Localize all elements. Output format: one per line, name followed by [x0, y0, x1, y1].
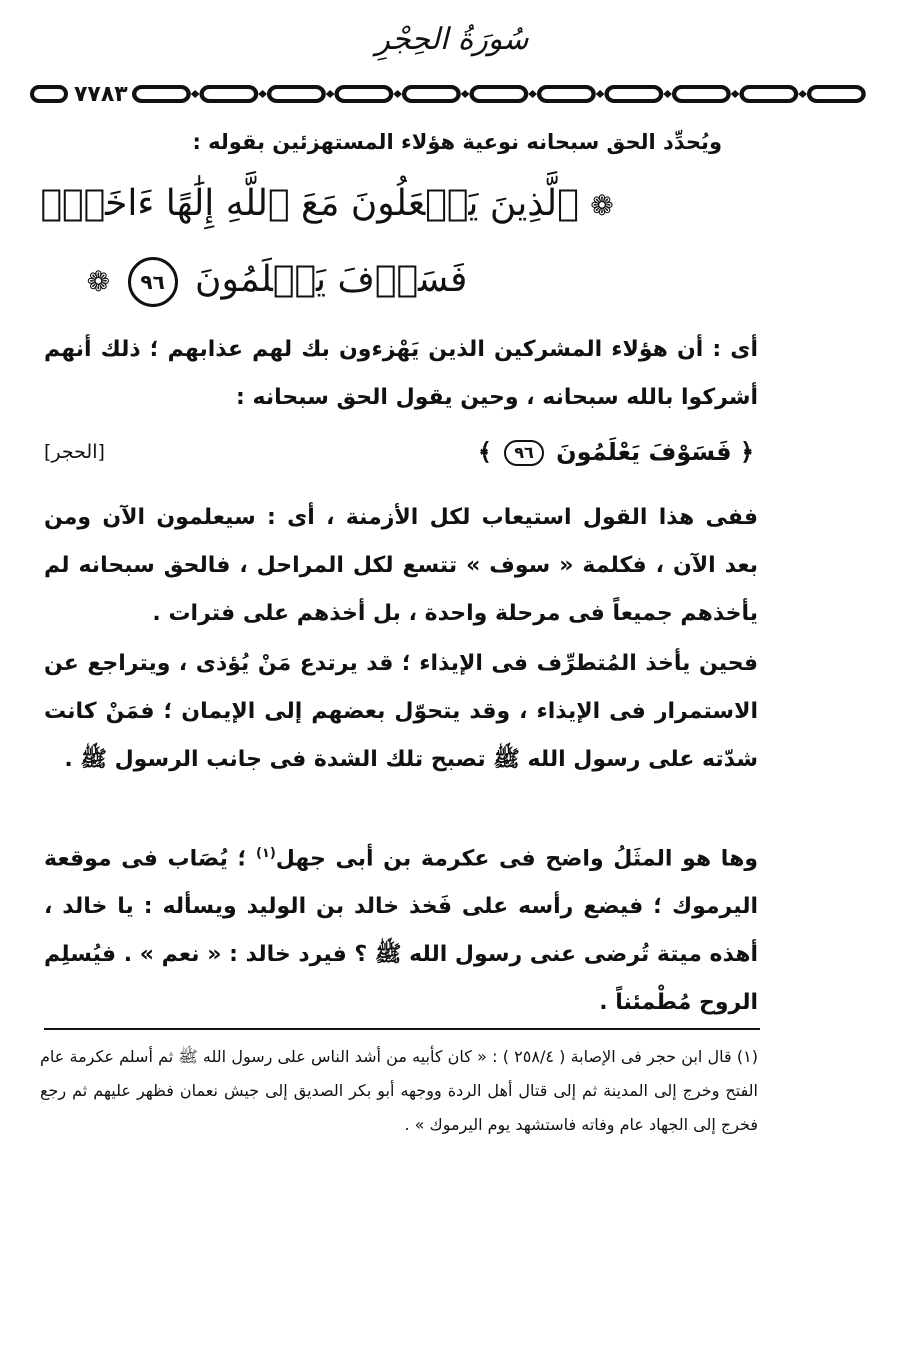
- footnote-divider: [44, 1028, 760, 1030]
- surah-title: سُورَةُ الحِجْرِ: [375, 22, 529, 57]
- quran-verse-line-1: [0, 176, 904, 234]
- quote-open-bracket: ﴿: [739, 438, 754, 466]
- paragraph-4: [44, 830, 758, 1027]
- header-ornament-band: [30, 80, 872, 108]
- ornament-cap-icon: [30, 80, 70, 108]
- quote-text: فَسَوْفَ يَعْلَمُونَ: [556, 438, 732, 466]
- verse-text-2: فَسَوۡفَ يَعۡلَمُونَ: [195, 259, 468, 300]
- paragraph-3: فحين يأخذ المُتطرِّف فى الإيذاء ؛ قد يرتدع مَنْ يُؤذى ، ويتراجع عن الاستمرار فى الإيذاء ، وقد يتحوّل بعضهم إلى الإيمان ؛ فمَنْ كانت شدّته على رسول الله ﷺ تصبح تلك الشدة فى جانب الرسول ﷺ .: [44, 651, 758, 772]
- paragraph-4-start: وها هو المثَلُ واضح فى عكرمة بن أبى جهل: [275, 846, 758, 872]
- quote-close-bracket: ﴾: [477, 438, 492, 466]
- quote-ayah-number: ٩٦: [504, 440, 544, 466]
- footnote-text: (١) قال ابن حجر فى الإصابة ( ٢٥٨/٤ ) : « كان كأبيه من أشد الناس على رسول الله ﷺ ثم أسلم عكرمة عام الفتح وخرج إلى المدينة ثم إلى قتال أهل الردة ووجهه أبو بكر الصديق إلى جيش نعمان فظهر عليهم ثم رجع فخرج إلى الجهاد عام وفاته فاستشهد يوم اليرموك » .: [40, 1047, 758, 1134]
- chain-ornament-icon: [132, 80, 872, 108]
- paragraph-4-end: ؛ يُصَاب فى موقعة اليرموك ؛ فيضع رأسه على فَخذ خالد بن الوليد ويسأله : يا خالد ، أهذه ميتة تُرضى عنى رسول الله ﷺ ؟ فيرد خالد : « نعم » . فيُسلِم الروح مُطْمئناً .: [44, 846, 758, 1016]
- quoted-verse-line: [44, 430, 754, 474]
- paragraph-2: ففى هذا القول استيعاب لكل الأزمنة ، أى : سيعلمون الآن ومن بعد الآن ، فكلمة « سوف » تتسع لكل المراحل ، فالحق سبحانه لم يأخذهم جميعاً فى مرحلة واحدة ، بل أخذهم على فترات .: [44, 505, 758, 626]
- verse-open-ornament-icon: ❁: [590, 189, 614, 222]
- verse-text-1: ٱلَّذِينَ يَجۡعَلُونَ مَعَ ٱللَّهِ إِلَٰهًا ءَاخَرَۚ: [40, 183, 579, 224]
- intro-line: ويُحدِّد الحق سبحانه نوعية هؤلاء المستهزئين بقوله :: [192, 130, 722, 154]
- paragraph-1: أى : أن هؤلاء المشركين الذين يَهْزءون بك لهم عذابهم ؛ ذلك أنهم أشركوا بالله سبحانه ، وحين يقول الحق سبحانه :: [44, 337, 758, 410]
- quran-verse-line-2: [0, 252, 904, 310]
- page-number: ٧٧٨٣: [74, 81, 128, 107]
- footnote-reference[interactable]: (١): [255, 846, 276, 861]
- quoted-verse: [478, 438, 754, 466]
- ayah-number-marker: ٩٦: [128, 257, 178, 307]
- footnote: [40, 1040, 758, 1142]
- verse-close-ornament-icon: ❁: [86, 265, 111, 298]
- quote-source: [الحجر]: [44, 441, 105, 463]
